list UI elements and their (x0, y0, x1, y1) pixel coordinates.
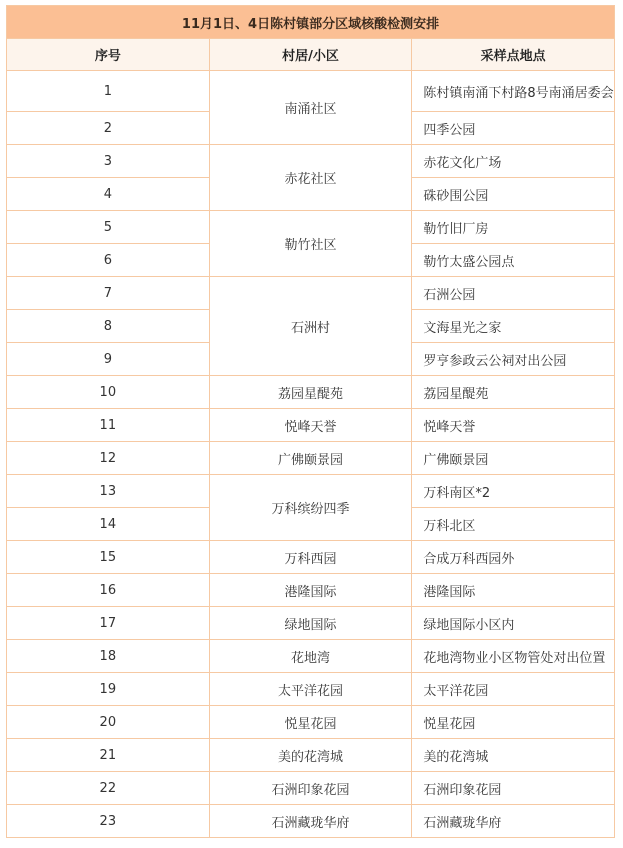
table-title: 11月1日、4日陈村镇部分区域核酸检测安排 (7, 6, 615, 39)
row-community: 绿地国际 (209, 607, 412, 640)
row-site: 悦峰天誉 (412, 409, 615, 442)
table-row (7, 640, 615, 673)
row-num: 18 (7, 640, 210, 673)
row-site: 石洲公园 (412, 277, 615, 310)
table-row (7, 673, 615, 706)
row-community: 石洲村 (209, 277, 412, 376)
row-community: 勒竹社区 (209, 211, 412, 277)
row-num: 17 (7, 607, 210, 640)
row-site: 合成万科西园外 (412, 541, 615, 574)
row-community: 花地湾 (209, 640, 412, 673)
row-site: 罗亨参政云公祠对出公园 (412, 343, 615, 376)
table-row (7, 277, 615, 310)
row-num: 7 (7, 277, 210, 310)
row-community: 万科西园 (209, 541, 412, 574)
table-row (7, 442, 615, 475)
row-site: 港隆国际 (412, 574, 615, 607)
row-num: 15 (7, 541, 210, 574)
row-site: 陈村镇南涌下村路8号南涌居委会 (412, 71, 615, 112)
row-num: 21 (7, 739, 210, 772)
row-num: 6 (7, 244, 210, 277)
row-site: 悦星花园 (412, 706, 615, 739)
row-site: 万科南区*2 (412, 475, 615, 508)
table-row (7, 772, 615, 805)
table-row (7, 409, 615, 442)
row-site: 花地湾物业小区物管处对出位置 (412, 640, 615, 673)
row-community: 广佛颐景园 (209, 442, 412, 475)
row-num: 3 (7, 145, 210, 178)
table-row (7, 805, 615, 838)
row-num: 2 (7, 112, 210, 145)
row-site: 万科北区 (412, 508, 615, 541)
header-community: 村居/小区 (209, 39, 412, 71)
header-site: 采样点地点 (412, 39, 615, 71)
row-num: 1 (7, 71, 210, 112)
row-num: 9 (7, 343, 210, 376)
row-num: 23 (7, 805, 210, 838)
row-num: 10 (7, 376, 210, 409)
table-row (7, 607, 615, 640)
title-row (7, 6, 615, 39)
row-num: 12 (7, 442, 210, 475)
table-row (7, 706, 615, 739)
row-site: 美的花湾城 (412, 739, 615, 772)
schedule-table-container (6, 5, 615, 838)
row-community: 南涌社区 (209, 71, 412, 145)
table-row (7, 71, 615, 112)
row-num: 11 (7, 409, 210, 442)
table-row (7, 541, 615, 574)
header-num: 序号 (7, 39, 210, 71)
row-num: 19 (7, 673, 210, 706)
row-num: 20 (7, 706, 210, 739)
table-row (7, 739, 615, 772)
row-community: 悦峰天誉 (209, 409, 412, 442)
row-community: 石洲印象花园 (209, 772, 412, 805)
row-site: 石洲印象花园 (412, 772, 615, 805)
table-row (7, 475, 615, 508)
row-site: 勒竹太盛公园点 (412, 244, 615, 277)
row-site: 荔园星醍苑 (412, 376, 615, 409)
table-row (7, 574, 615, 607)
row-site: 石洲藏珑华府 (412, 805, 615, 838)
table-row (7, 376, 615, 409)
row-community: 荔园星醍苑 (209, 376, 412, 409)
row-site: 四季公园 (412, 112, 615, 145)
row-community: 悦星花园 (209, 706, 412, 739)
row-site: 太平洋花园 (412, 673, 615, 706)
row-num: 4 (7, 178, 210, 211)
row-site: 文海星光之家 (412, 310, 615, 343)
row-num: 13 (7, 475, 210, 508)
row-community: 美的花湾城 (209, 739, 412, 772)
row-site: 绿地国际小区内 (412, 607, 615, 640)
row-num: 22 (7, 772, 210, 805)
schedule-table (6, 5, 615, 838)
row-site: 赤花文化广场 (412, 145, 615, 178)
row-community: 太平洋花园 (209, 673, 412, 706)
table-row (7, 145, 615, 178)
row-community: 港隆国际 (209, 574, 412, 607)
table-row (7, 211, 615, 244)
row-site: 硃砂围公园 (412, 178, 615, 211)
row-num: 8 (7, 310, 210, 343)
row-num: 14 (7, 508, 210, 541)
row-num: 16 (7, 574, 210, 607)
row-community: 石洲藏珑华府 (209, 805, 412, 838)
row-site: 广佛颐景园 (412, 442, 615, 475)
header-row (7, 39, 615, 71)
row-community: 万科缤纷四季 (209, 475, 412, 541)
row-site: 勒竹旧厂房 (412, 211, 615, 244)
row-community: 赤花社区 (209, 145, 412, 211)
row-num: 5 (7, 211, 210, 244)
